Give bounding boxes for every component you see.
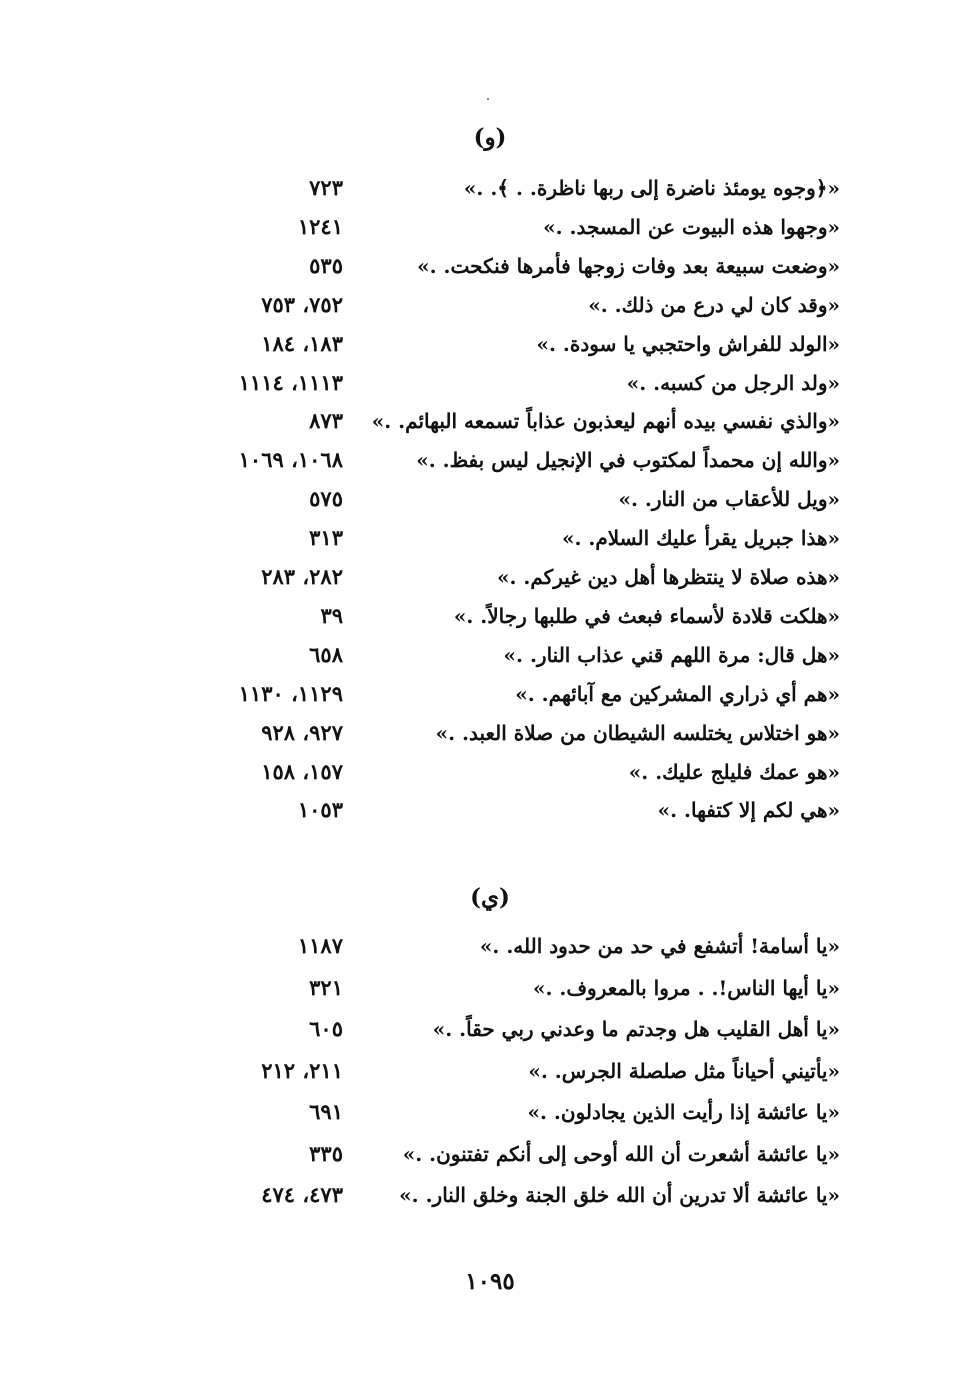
section-heading-waw: (و) <box>473 124 507 151</box>
section-heading-ya: (ي) <box>470 884 510 911</box>
index-entry <box>0 363 955 403</box>
hadith-text: «هم أي ذراري المشركين مع آبائهم. .» <box>515 681 840 706</box>
hadith-text: «والله إن محمداً لمكتوب في الإنجيل ليس بفظ. .» <box>416 448 840 473</box>
index-entry <box>0 968 955 1008</box>
page-references: ١١٨٧ <box>297 933 343 958</box>
index-entry <box>0 246 955 286</box>
page-references: ٢٨٢، ٢٨٣ <box>261 564 343 589</box>
hadith-text: «يا أيها الناس!. . مروا بالمعروف. .» <box>532 975 840 1000</box>
page-references: ٥٣٥ <box>309 252 343 278</box>
page-references: ٦٥٨ <box>309 641 343 667</box>
page-references: ٣٩ <box>320 602 343 628</box>
hadith-text: «هل قال: مرة اللهم قني عذاب النار. .» <box>503 642 840 667</box>
index-entry <box>0 168 955 208</box>
page-references: ٣٢١ <box>309 974 343 1000</box>
index-entry <box>0 596 955 636</box>
hadith-text: «هو عمك فليلج عليك. .» <box>628 759 840 784</box>
page-references: ١٥٧، ١٥٨ <box>261 758 343 784</box>
page-number: ١٠٩٥ <box>465 1268 515 1295</box>
page-references: ٢١١، ٢١٢ <box>261 1057 343 1083</box>
index-entry <box>0 1134 955 1174</box>
page-references: ٣١٣ <box>309 525 343 551</box>
index-entry <box>0 401 955 441</box>
index-entry <box>0 790 955 830</box>
hadith-text: «وجهوا هذه البيوت عن المسجد. .» <box>543 214 840 239</box>
page-references: ٥٧٥ <box>309 486 343 512</box>
index-entry <box>0 1051 955 1091</box>
index-entry <box>0 440 955 480</box>
index-entry <box>0 324 955 364</box>
index-entry <box>0 518 955 558</box>
hadith-text: «هي لكم إلا كتفها. .» <box>657 798 840 823</box>
hadith-text: «ويل للأعقاب من النار. .» <box>618 487 840 512</box>
hadith-text: «﴿وجوه يومئذ ناضرة إلى ربها ناظرة. . ﴾. .» <box>463 176 840 200</box>
index-entry <box>0 207 955 247</box>
page-references: ١١٢٩، ١١٣٠ <box>238 680 343 706</box>
hadith-text: «وضعت سبيعة بعد وفات زوجها فأمرها فنكحت. .» <box>417 253 840 278</box>
hadith-text: «ولد الرجل من كسبه. .» <box>626 370 840 395</box>
hadith-text: «والذي نفسي بيده أنهم ليعذبون عذاباً تسمعه البهائم. .» <box>371 409 840 434</box>
page-references: ٧٢٣ <box>309 175 343 200</box>
page-references: ٦٩١ <box>309 1099 343 1124</box>
index-entry <box>0 285 955 325</box>
hadith-text: «يا عائشة ألا تدرين أن الله خلق الجنة وخلق النار. .» <box>399 1183 840 1207</box>
hadith-text: «الولد للفراش واحتجبي يا سودة. .» <box>536 331 840 356</box>
hadith-text: «يا عائشة إذا رأيت الذين يجادلون. .» <box>527 1100 840 1124</box>
index-entry <box>0 479 955 519</box>
hadith-text: «يأتيني أحياناً مثل صلصلة الجرس. .» <box>528 1058 840 1083</box>
page-references: ١٨٣، ١٨٤ <box>261 330 343 356</box>
hadith-text: «هلكت قلادة لأسماء فبعث في طلبها رجالاً. .» <box>453 603 840 628</box>
index-entry <box>0 926 955 966</box>
page-references: ١٠٦٨، ١٠٦٩ <box>238 447 343 473</box>
page-references: ٨٧٣ <box>309 408 343 434</box>
hadith-text: «وقد كان لي درع من ذلك. .» <box>588 292 840 317</box>
hadith-text: «يا أهل القليب هل وجدتم ما وعدني ربي حقاً. .» <box>432 1017 840 1041</box>
page-references: ١١١٣، ١١١٤ <box>238 369 343 395</box>
index-entry <box>0 674 955 714</box>
index-entry <box>0 752 955 792</box>
hadith-text: «هو اختلاس يختلسه الشيطان من صلاة العبد. .» <box>435 720 840 745</box>
page-references: ١٢٤١ <box>297 213 343 239</box>
page-references: ٣٣٥ <box>309 1140 343 1166</box>
page-references: ٦٠٥ <box>309 1016 343 1041</box>
page-references: ٧٥٢، ٧٥٣ <box>261 291 343 317</box>
index-entry <box>0 557 955 597</box>
index-entry <box>0 713 955 753</box>
index-entry <box>0 635 955 675</box>
index-entry <box>0 1175 955 1215</box>
page-references: ٤٧٣، ٤٧٤ <box>261 1182 343 1207</box>
hadith-text: «هذه صلاة لا ينتظرها أهل دين غيركم. .» <box>496 565 840 589</box>
hadith-text: «يا عائشة أشعرت أن الله أوحى إلى أنكم تفتنون. .» <box>402 1141 840 1166</box>
scan-speck <box>487 98 489 100</box>
page-references: ٩٢٧، ٩٢٨ <box>261 719 343 745</box>
hadith-text: «هذا جبريل يقرأ عليك السلام. .» <box>561 526 840 551</box>
index-entry <box>0 1009 955 1049</box>
hadith-text: «يا أسامة! أتشفع في حد من حدود الله. .» <box>479 934 840 958</box>
index-entry <box>0 1092 955 1132</box>
page-references: ١٠٥٣ <box>297 797 343 823</box>
